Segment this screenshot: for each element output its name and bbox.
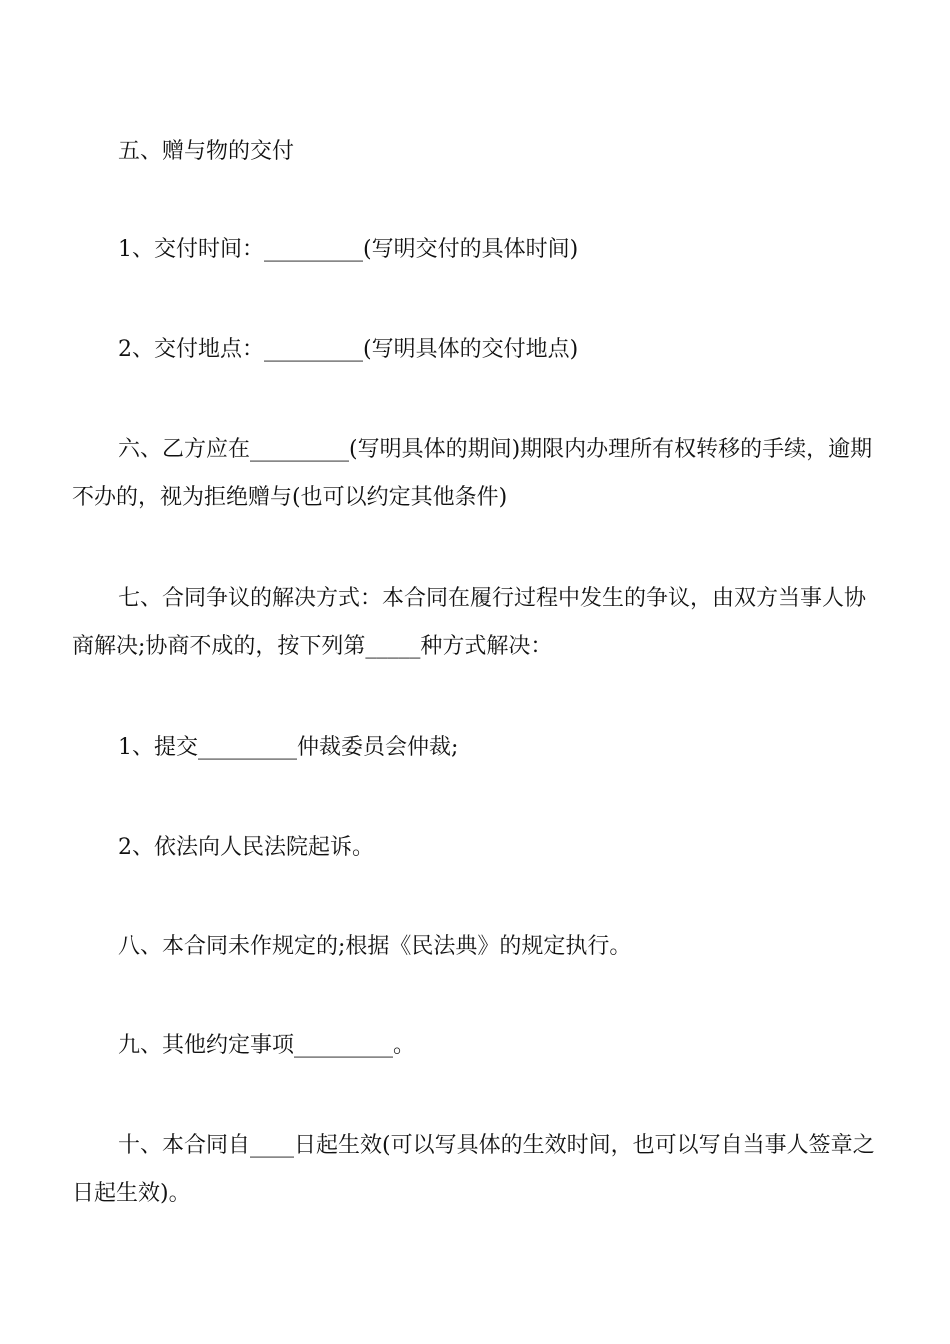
delivery-place-clause: 2、交付地点：_________(写明具体的交付地点) xyxy=(118,337,579,362)
section-9-clause: 九、其他约定事项_________。 xyxy=(118,1033,416,1058)
section-7-clause: 七、合同争议的解决方式：本合同在履行过程中发生的争议，由双方当事人协商解决;协商不成的，按下列第_____种方式解决： xyxy=(72,586,867,659)
section-6-clause: 六、乙方应在_________(写明具体的期间)期限内办理所有权转移的手续，逾期不办的，视为拒绝赠与(也可以约定其他条件) xyxy=(72,437,873,510)
section-5-heading: 五、赠与物的交付 xyxy=(118,139,295,164)
litigation-option: 2、依法向人民法院起诉。 xyxy=(118,835,374,860)
section-8-clause: 八、本合同未作规定的;根据《民法典》的规定执行。 xyxy=(118,934,632,959)
section-10-clause: 十、本合同自____日起生效(可以写具体的生效时间，也可以写自当事人签章之日起生效)。 xyxy=(72,1133,875,1206)
arbitration-option: 1、提交_________仲裁委员会仲裁; xyxy=(118,735,459,760)
delivery-time-clause: 1、交付时间：_________(写明交付的具体时间) xyxy=(118,237,579,262)
